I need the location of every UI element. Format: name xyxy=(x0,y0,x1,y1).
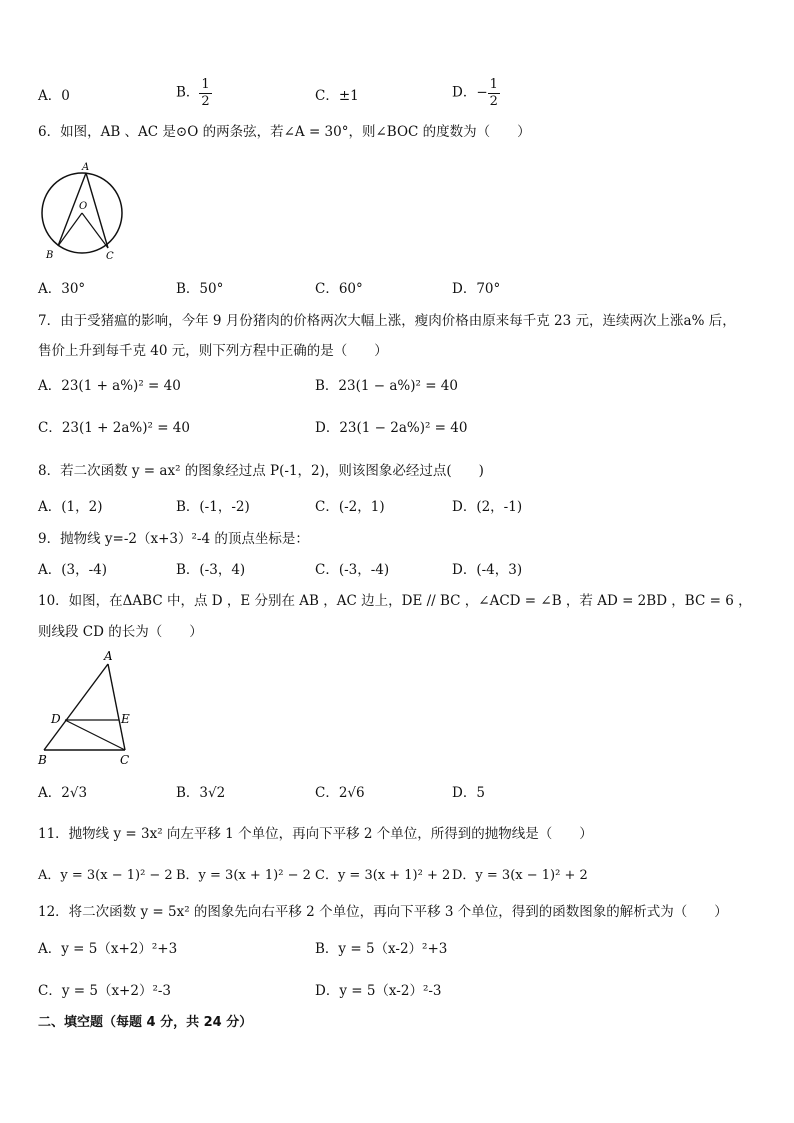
q12-option-c: C．y = 5（x+2）²-3 xyxy=(38,983,172,999)
q10-option-c: C．2√6 xyxy=(315,785,365,801)
label-o: O xyxy=(79,201,88,212)
q8-option-b: B．(-1，-2) xyxy=(176,499,250,515)
q6-stem: 6．如图，AB 、AC 是⊙O 的两条弦，若∠A = 30°，则∠BOC 的度数为（ ） xyxy=(38,124,531,140)
q8-stem: 8．若二次函数 y = ax² 的图象经过点 P(-1，2)，则该图象必经过点( ) xyxy=(38,463,484,479)
side-ac xyxy=(108,664,125,750)
q10-triangle-figure xyxy=(34,648,144,770)
fraction: $\frac{1}{2}$ xyxy=(489,77,498,109)
q9-option-a: A．(3，-4) xyxy=(38,562,108,578)
q7-stem-line2: 售价上升到每千克 40 元，则下列方程中正确的是（ ） xyxy=(38,343,388,359)
q10-option-b: B．3√2 xyxy=(176,785,226,801)
label-b: B xyxy=(38,753,47,767)
label-a: A xyxy=(104,649,113,663)
q11-option-b: B．y = 3(x + 1)² − 2 xyxy=(176,868,311,883)
q5-option-b: B． $\frac{1}{2}$ xyxy=(176,77,210,109)
label-e: E xyxy=(121,712,130,726)
fraction: $\frac{1}{2}$ xyxy=(201,77,210,109)
label-b: B xyxy=(46,250,54,261)
q6-option-a: A．30° xyxy=(38,281,86,297)
q5-option-a: A．0 xyxy=(38,88,70,104)
q9-option-c: C．(-3，-4) xyxy=(315,562,390,578)
q8-option-d: D．(2，-1) xyxy=(452,499,523,515)
q9-stem: 9．抛物线 y=-2（x+3）²-4 的顶点坐标是： xyxy=(38,531,309,547)
q8-option-c: C．(-2，1) xyxy=(315,499,385,515)
q7-stem-line1: 7．由于受猪瘟的影响，今年 9 月份猪肉的价格两次大幅上涨，瘦肉价格由原来每千克 23 元，连续两次上涨a% 后， xyxy=(38,313,736,329)
q7-option-c: C．23(1 + 2a%)² = 40 xyxy=(38,420,190,436)
q10-stem-line1: 10．如图，在ΔABC 中，点 D ，E 分别在 AB ，AC 边上，DE // BC ，∠ACD = ∠B ，若 AD = 2BD ，BC = 6 ， xyxy=(38,593,752,609)
q12-stem: 12．将二次函数 y = 5x² 的图象先向右平移 2 个单位，再向下平移 3 个单位，得到的函数图象的解析式为（ ） xyxy=(38,904,728,920)
radius-ob xyxy=(58,213,82,246)
label-d: D xyxy=(51,712,61,726)
q11-option-c: C．y = 3(x + 1)² + 2 xyxy=(315,868,451,883)
segment-cd xyxy=(65,720,125,750)
radius-oc xyxy=(82,213,108,248)
q10-stem-line2: 则线段 CD 的长为（ ） xyxy=(38,624,203,640)
q11-stem: 11．抛物线 y = 3x² 向左平移 1 个单位，再向下平移 2 个单位，所得到的抛物线是（ ） xyxy=(38,826,593,842)
q11-option-d: D．y = 3(x − 1)² + 2 xyxy=(452,868,588,883)
label-c: C xyxy=(120,753,130,767)
q5-option-c: C．±1 xyxy=(315,88,359,104)
q6-option-b: B．50° xyxy=(176,281,224,297)
q12-option-d: D．y = 5（x-2）²-3 xyxy=(315,983,442,999)
q6-circle-figure xyxy=(36,158,136,264)
q9-option-d: D．(-4，3) xyxy=(452,562,523,578)
q7-option-b: B．23(1 − a%)² = 40 xyxy=(315,378,458,394)
q7-option-a: A．23(1 + a%)² = 40 xyxy=(38,378,181,394)
q6-option-c: C．60° xyxy=(315,281,363,297)
q9-option-b: B．(-3，4) xyxy=(176,562,246,578)
label-c: C xyxy=(106,251,114,262)
section-title: 二、填空题（每题 4 分，共 24 分） xyxy=(38,1015,253,1030)
q7-option-d: D．23(1 − 2a%)² = 40 xyxy=(315,420,468,436)
label-a: A xyxy=(82,162,90,173)
q12-option-b: B．y = 5（x-2）²+3 xyxy=(315,941,448,957)
q10-option-a: A．2√3 xyxy=(38,785,88,801)
q11-option-a: A．y = 3(x − 1)² − 2 xyxy=(38,868,173,883)
chord-ac xyxy=(86,173,108,248)
q5-option-d: D．− $\frac{1}{2}$ xyxy=(452,77,498,109)
q10-option-d: D．5 xyxy=(452,785,485,801)
q6-option-d: D．70° xyxy=(452,281,501,297)
q12-option-a: A．y = 5（x+2）²+3 xyxy=(38,941,178,957)
q8-option-a: A．(1，2) xyxy=(38,499,103,515)
